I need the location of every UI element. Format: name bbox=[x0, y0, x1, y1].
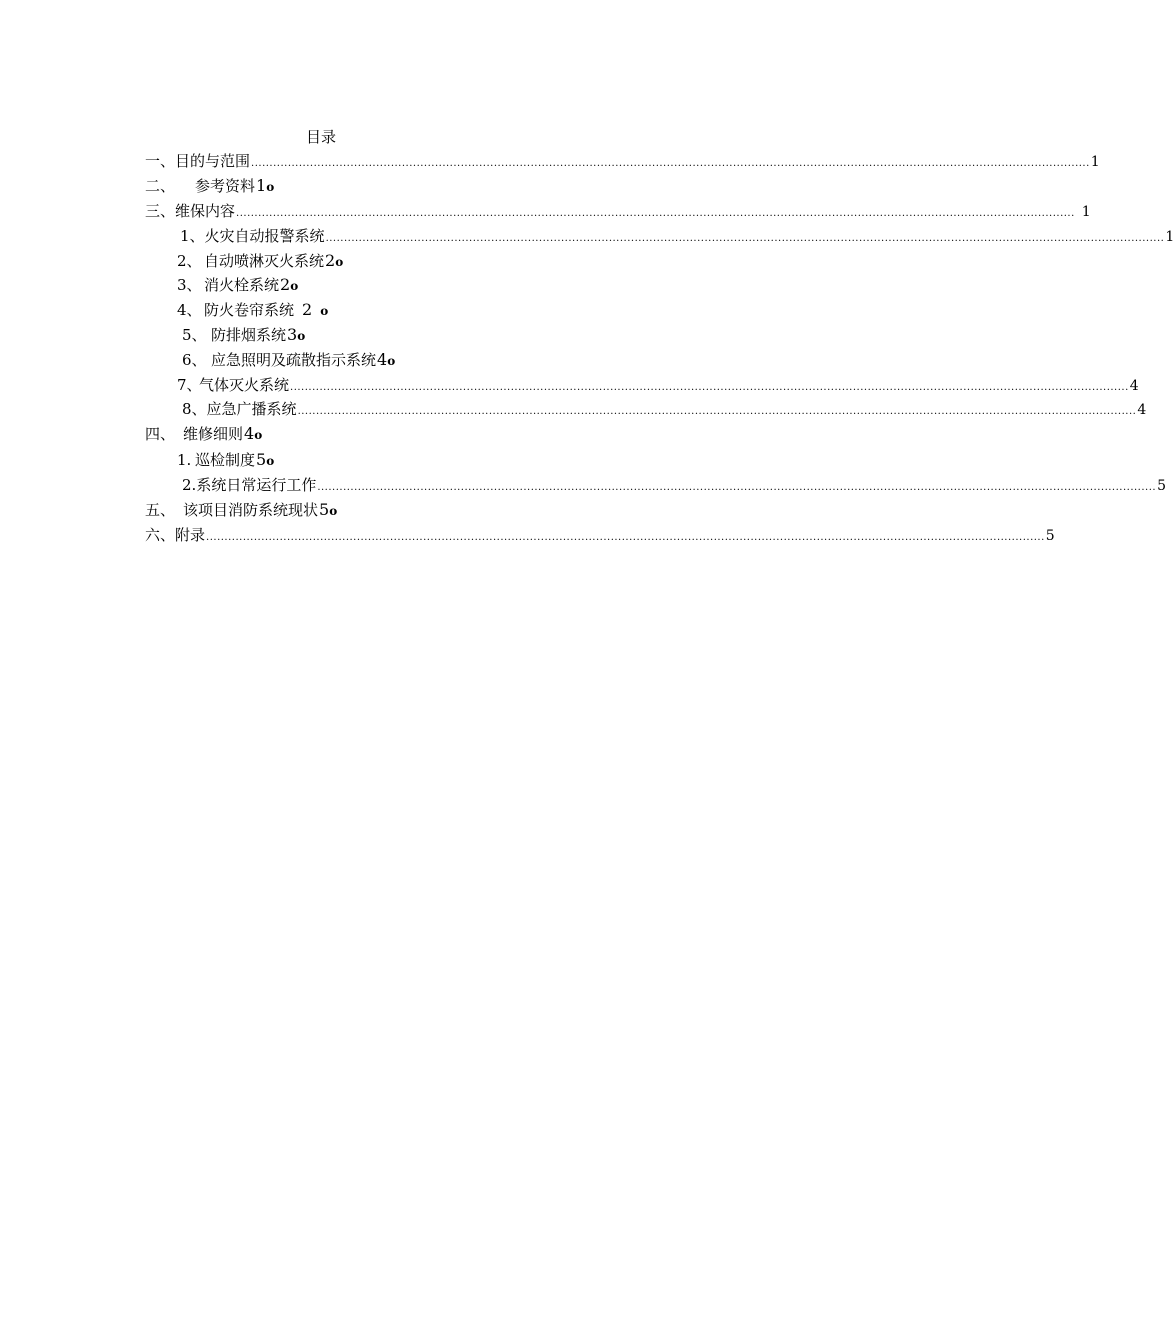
toc-entry-page: 2 bbox=[325, 251, 336, 270]
toc-leader-dots: .................................................................................................................................................................................................................................... bbox=[325, 233, 1165, 244]
toc-entry-suffix: o bbox=[266, 454, 275, 468]
toc-entry-page: 2 bbox=[280, 275, 291, 294]
toc-entry-label: 附录 bbox=[175, 526, 206, 544]
toc-leader-dots: .................................................................................................................................................................................................................................... bbox=[290, 382, 1129, 393]
toc-entry-page: 2 bbox=[302, 300, 313, 319]
toc-entry[interactable] bbox=[177, 375, 1139, 395]
toc-entry-label: 目的与范围 bbox=[175, 152, 251, 170]
toc-entry-label: 气体灭火系统 bbox=[199, 376, 290, 394]
toc-entry-number: 1. bbox=[177, 451, 192, 469]
toc-entry-label: 维保内容 bbox=[175, 202, 236, 220]
toc-leader-dots: .................................................................................................................................................................................................................................... bbox=[206, 532, 1045, 543]
toc-entry[interactable] bbox=[177, 300, 328, 320]
toc-entry-number: 6、 bbox=[182, 351, 207, 369]
toc-entry-page-tail bbox=[302, 300, 328, 321]
toc-entry-page: 1 bbox=[1165, 229, 1174, 245]
toc-entry-page: 4 bbox=[377, 350, 388, 369]
toc-entry-number: 四、 bbox=[145, 425, 176, 443]
toc-entry-page-tail bbox=[319, 500, 337, 521]
toc-entry[interactable] bbox=[182, 325, 305, 345]
toc-entry[interactable] bbox=[145, 201, 1091, 221]
toc-entry-number: 六、 bbox=[145, 526, 176, 544]
toc-entry-suffix: o bbox=[320, 304, 329, 318]
toc-entry[interactable] bbox=[180, 226, 1174, 246]
toc-entry-page-tail bbox=[377, 350, 395, 371]
toc-entry[interactable] bbox=[177, 251, 343, 271]
toc-entry[interactable] bbox=[182, 475, 1166, 495]
toc-entry-page: 1 bbox=[1090, 154, 1100, 170]
toc-entry-label: 应急广播系统 bbox=[206, 400, 297, 418]
toc-entry-label: 火灾自动报警系统 bbox=[204, 227, 325, 245]
toc-entry-suffix: o bbox=[387, 354, 396, 368]
toc-entry-label: 维修细则 bbox=[183, 425, 244, 443]
toc-entry-page: 4 bbox=[1129, 378, 1139, 394]
toc-entry[interactable] bbox=[145, 151, 1100, 171]
toc-entry-label: 系统日常运行工作 bbox=[196, 476, 317, 494]
toc-entry-label: 巡检制度 bbox=[195, 451, 256, 469]
toc-entry-number: 二、 bbox=[145, 177, 176, 195]
toc-entry-suffix: o bbox=[329, 504, 338, 518]
toc-entry[interactable] bbox=[177, 450, 274, 470]
toc-entry[interactable] bbox=[145, 525, 1055, 545]
toc-entry-page-tail bbox=[256, 450, 274, 471]
toc-entry[interactable] bbox=[145, 424, 262, 444]
toc-entry-label: 应急照明及疏散指示系统 bbox=[211, 351, 377, 369]
toc-leader-dots: .................................................................................................................................................................................................................................... bbox=[236, 208, 1075, 219]
toc-entry-number: 4、 bbox=[177, 301, 202, 319]
toc-entry-label: 消火栓系统 bbox=[204, 276, 280, 294]
toc-entry-number: 1、 bbox=[180, 227, 205, 245]
toc-entry-number: 2. bbox=[182, 476, 197, 494]
toc-entry[interactable] bbox=[182, 399, 1147, 419]
toc-entry-label: 该项目消防系统现状 bbox=[183, 501, 319, 519]
toc-entry[interactable] bbox=[145, 500, 337, 520]
toc-entry-label: 参考资料 bbox=[195, 177, 256, 195]
toc-entry-page: 5 bbox=[319, 500, 330, 519]
toc-entry-page-tail bbox=[325, 251, 343, 272]
toc-entry-number: 一、 bbox=[145, 152, 176, 170]
toc-entry[interactable] bbox=[177, 275, 298, 295]
toc-entry-suffix: o bbox=[335, 255, 344, 269]
toc-entry-number: 5、 bbox=[182, 326, 207, 344]
toc-entry-page: 5 bbox=[1045, 528, 1055, 544]
toc-entry-number: 3、 bbox=[177, 276, 202, 294]
toc-leader-dots: .................................................................................................................................................................................................................................... bbox=[251, 158, 1090, 169]
toc-entry-page: 5 bbox=[256, 450, 267, 469]
toc-entry-page: 3 bbox=[287, 325, 298, 344]
toc-entry-page: 4 bbox=[1137, 402, 1147, 418]
toc-entry-page-tail bbox=[244, 424, 262, 445]
toc-entry-page: 1 bbox=[1081, 204, 1091, 220]
toc-entry-page-tail bbox=[287, 325, 305, 346]
toc-entry-number: 三、 bbox=[145, 202, 176, 220]
toc-entry[interactable] bbox=[182, 350, 395, 370]
toc-entry-page: 5 bbox=[1157, 478, 1166, 494]
toc-entry-label: 自动喷淋灭火系统 bbox=[204, 252, 325, 270]
toc-entry-number: 8、 bbox=[182, 400, 207, 418]
toc-leader-dots: .................................................................................................................................................................................................................................... bbox=[317, 482, 1157, 493]
toc-entry[interactable] bbox=[145, 176, 274, 196]
toc-entry-page-tail bbox=[256, 176, 274, 197]
toc-title: 目录 bbox=[306, 128, 337, 146]
toc-entry-number: 五、 bbox=[145, 501, 176, 519]
toc-entry-label: 防排烟系统 bbox=[211, 326, 287, 344]
toc-entry-suffix: o bbox=[290, 279, 299, 293]
toc-entry-page-tail bbox=[280, 275, 298, 296]
toc-entry-label: 防火卷帘系统 bbox=[204, 301, 295, 319]
toc-entry-suffix: o bbox=[254, 428, 263, 442]
toc-entry-number: 7、 bbox=[177, 376, 202, 394]
toc-entry-page: 4 bbox=[244, 424, 255, 443]
toc-entry-suffix: o bbox=[266, 180, 275, 194]
toc-entry-page: 1 bbox=[256, 176, 267, 195]
toc-leader-dots: .................................................................................................................................................................................................................................... bbox=[297, 406, 1137, 417]
toc-entry-number: 2、 bbox=[177, 252, 202, 270]
toc-entry-suffix: o bbox=[297, 329, 306, 343]
